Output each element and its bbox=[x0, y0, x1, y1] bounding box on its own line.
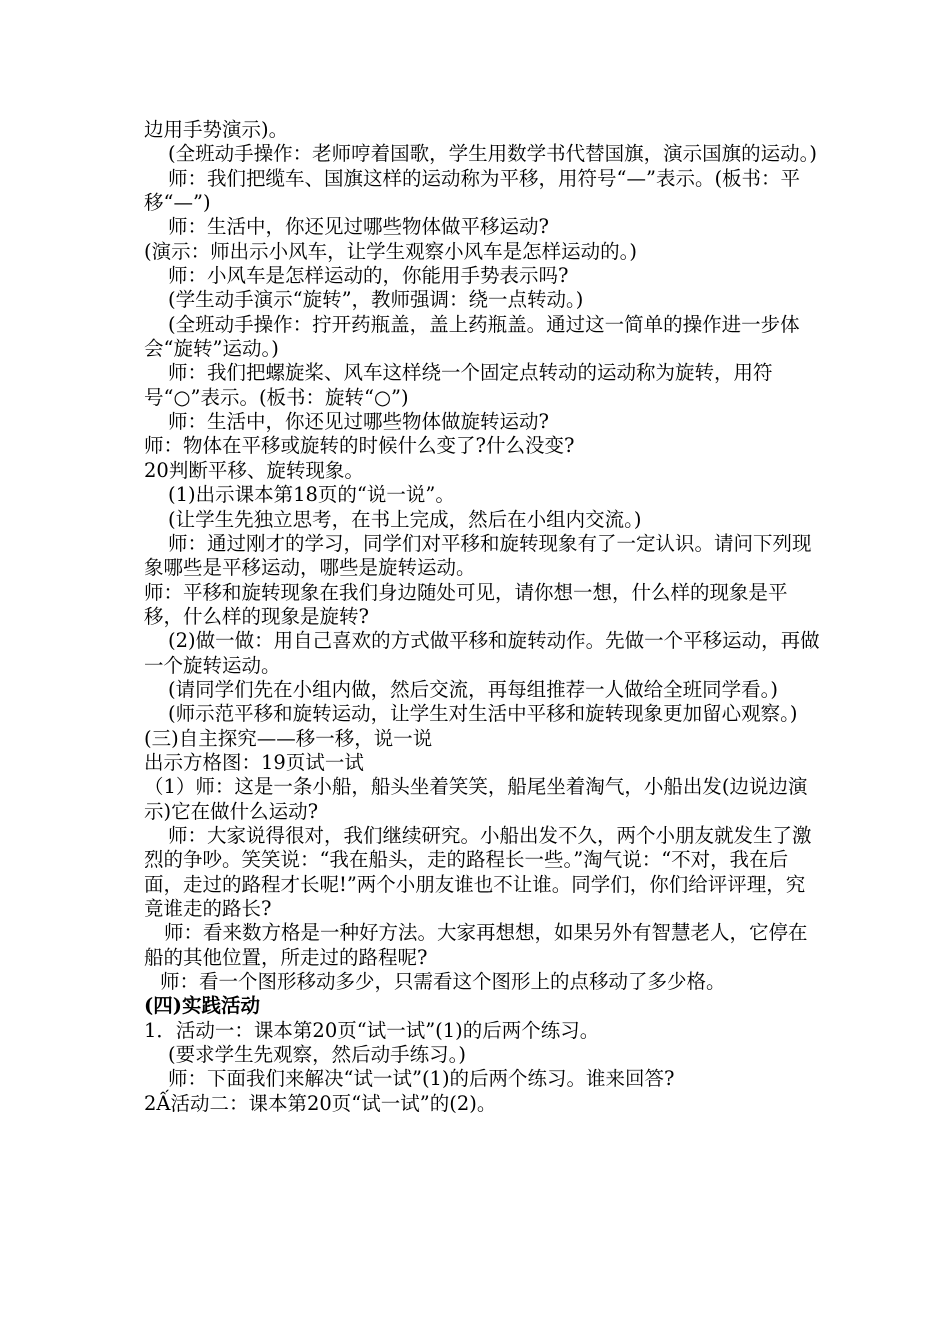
paragraph: 师：生活中，你还见过哪些物体做平移运动? bbox=[168, 215, 549, 239]
paragraph: (演示：师出示小风车，让学生观察小风车是怎样运动的。) bbox=[144, 239, 637, 263]
paragraph: 师：下面我们来解决“试一试”(1)的后两个练习。谁来回答? bbox=[168, 1067, 675, 1091]
paragraph: (让学生先独立思考，在书上完成，然后在小组内交流。) bbox=[168, 507, 642, 531]
paragraph: (1)出示课本第18页的“说一说”。 bbox=[168, 483, 455, 507]
paragraph: 师：通过刚才的学习，同学们对平移和旋转现象有了一定认识。请问下列现象哪些是平移运动，哪些是旋转运动。 bbox=[144, 531, 812, 580]
paragraph: 师：小风车是怎样运动的，你能用手势表示吗? bbox=[168, 264, 569, 288]
paragraph: 师：平移和旋转现象在我们身边随处可见，请你想一想，什么样的现象是平移，什么样的现象是旋转? bbox=[144, 580, 788, 628]
paragraph: （1）师：这是一条小船，船头坐着笑笑，船尾坐着淘气，小船出发(边说边演示)它在做什么运动? bbox=[144, 775, 808, 823]
paragraph: 师：大家说得很对，我们继续研究。小船出发不久，两个小朋友就发生了激烈的争吵。笑笑说：“我在船头，走的路程长一些。”淘气说：“不对，我在后面，走过的路程才长呢!”两个小朋友谁也不让谁。同学们，你们给评评理，究竟谁走的路长? bbox=[144, 823, 812, 920]
paragraph: (师示范平移和旋转运动，让学生对生活中平移和旋转现象更加留心观察。) bbox=[168, 702, 798, 726]
paragraph: 边用手势演示)。 bbox=[144, 118, 289, 141]
paragraph: 师：物体在平移或旋转的时候什么变了?什么没变? bbox=[144, 434, 575, 458]
paragraph: (全班动手操作：老师哼着国歌，学生用数学书代替国旗，演示国旗的运动。) bbox=[168, 142, 817, 166]
paragraph: 师：生活中，你还见过哪些物体做旋转运动? bbox=[168, 410, 549, 434]
paragraph: (全班动手操作：拧开药瓶盖，盖上药瓶盖。通过这一简单的操作进一步体会“旋转”运动。) bbox=[144, 312, 800, 361]
document-body bbox=[144, 118, 824, 1116]
paragraph: (请同学们先在小组内做，然后交流，再每组推荐一人做给全班同学看。) bbox=[168, 677, 778, 701]
section-heading: (三)自主探究——移一移，说一说 bbox=[144, 726, 433, 750]
paragraph: 出示方格图：19页试一试 bbox=[144, 750, 364, 774]
paragraph: 师：看一个图形移动多少，只需看这个图形上的点移动了多少格。 bbox=[160, 970, 726, 994]
paragraph: 2Ấ活动二：课本第20页“试一试”的(2)。 bbox=[144, 1091, 497, 1115]
paragraph: (要求学生先观察，然后动手练习。) bbox=[168, 1043, 466, 1067]
section-heading: (四)实践活动 bbox=[144, 994, 260, 1018]
paragraph: 1．活动一：课本第20页“试一试”(1)的后两个练习。 bbox=[144, 1018, 600, 1042]
paragraph: (学生动手演示“旋转”，教师强调：绕一点转动。) bbox=[168, 288, 584, 312]
paragraph: 师：我们把螺旋桨、风车这样绕一个固定点转动的运动称为旋转，用符号“○”表示。(板书：旋转“○”) bbox=[144, 361, 773, 409]
paragraph: 师：看来数方格是一种好方法。大家再想想，如果另外有智慧老人，它停在船的其他位置，所走过的路程呢? bbox=[144, 921, 808, 969]
paragraph: 20判断平移、旋转现象。 bbox=[144, 458, 364, 482]
paragraph: (2)做一做：用自己喜欢的方式做平移和旋转动作。先做一个平移运动，再做一个旋转运动。 bbox=[144, 629, 820, 677]
paragraph: 师：我们把缆车、国旗这样的运动称为平移，用符号“—”表示。(板书：平移“—”) bbox=[144, 166, 801, 215]
